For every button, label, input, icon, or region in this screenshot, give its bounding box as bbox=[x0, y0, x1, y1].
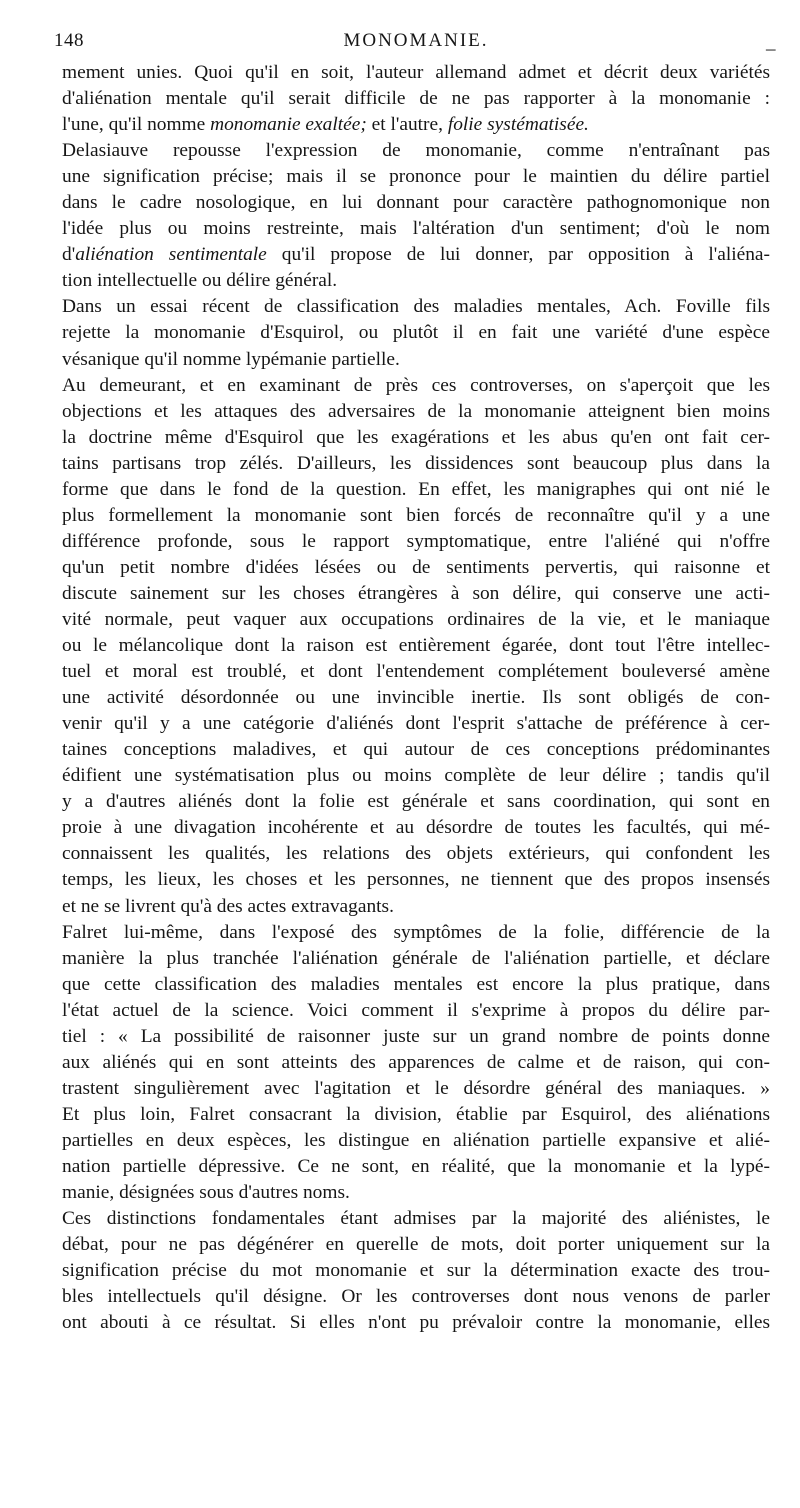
text-line: Dans un essai récent de classification des maladies mentales, Ach. Foville fils bbox=[62, 296, 770, 318]
text-line: édifient une systématisation plus ou moins complète de leur délire ; tandis qu'il bbox=[62, 765, 770, 787]
text-line: nation partielle dépressive. Ce ne sont, en réalité, que la monomanie et la lypé- bbox=[62, 1155, 770, 1177]
text-line: une signification précise; mais il se prononce pour le maintien du délire partiel bbox=[62, 166, 770, 188]
text-line: tion intellectuelle ou délire général. bbox=[62, 270, 338, 292]
running-head bbox=[54, 26, 776, 60]
running-head-mark: _ bbox=[766, 32, 776, 53]
text-line: différence profonde, sous le rapport symptomatique, entre l'aliéné qui n'offre bbox=[62, 530, 770, 552]
text-line: mement unies. Quoi qu'il en soit, l'auteur allemand admet et décrit deux variétés bbox=[62, 62, 770, 83]
paragraph bbox=[62, 60, 770, 138]
text-line: la doctrine même d'Esquirol que les exagérations et les abus qu'en ont fait cer- bbox=[62, 426, 770, 448]
running-title: MONOMANIE. bbox=[343, 30, 489, 51]
text-line: y a d'autres aliénés dont la folie est générale et sans coordination, qui sont en bbox=[62, 791, 770, 813]
text-line: Et plus loin, Falret consacrant la division, établie par Esquirol, des aliénations bbox=[62, 1103, 770, 1125]
book-page bbox=[54, 26, 776, 1336]
text-line: ont abouti à ce résultat. Si elles n'ont pu prévaloir contre la monomanie, elles bbox=[62, 1312, 770, 1334]
text-line: aux aliénés qui en sont atteints des apparences de calme et de raison, qui con- bbox=[62, 1051, 770, 1073]
text-line: taines conceptions maladives, et qui autour de ces conceptions prédominantes bbox=[62, 739, 770, 761]
text-line: vésanique qu'il nomme lypémanie partielle. bbox=[62, 348, 400, 370]
text-line: manie, désignées sous d'autres noms. bbox=[62, 1182, 350, 1204]
text-line: tains partisans trop zélés. D'ailleurs, les dissidences sont beaucoup plus dans la bbox=[62, 452, 770, 474]
text-line: débat, pour ne pas dégénérer en querelle de mots, doit porter uniquement sur la bbox=[62, 1234, 770, 1256]
paragraph bbox=[62, 138, 770, 294]
text-line: que cette classification des maladies mentales est encore la plus pratique, dans bbox=[62, 973, 770, 995]
page-number: 148 bbox=[54, 30, 84, 51]
text-line: d'aliénation mentale qu'il serait difficile de ne pas rapporter à la monomanie : bbox=[62, 88, 770, 110]
text-line: partielles en deux espèces, les distingue en aliénation partielle expansive et alié- bbox=[62, 1129, 770, 1151]
body-text bbox=[62, 60, 770, 1336]
text-line: signification précise du mot monomanie et sur la détermination exacte des trou- bbox=[62, 1260, 770, 1282]
paragraph bbox=[62, 294, 770, 372]
text-line: et ne se livrent qu'à des actes extravagants. bbox=[62, 895, 394, 917]
text-line: discute sainement sur les choses étrangères à son délire, qui conserve une acti- bbox=[62, 582, 770, 604]
text-line: rejette la monomanie d'Esquirol, ou plutôt il en fait une variété d'une espèce bbox=[62, 322, 770, 344]
text-line: dans le cadre nosologique, en lui donnant pour caractère pathognomonique non bbox=[62, 192, 770, 214]
text-line: objections et les attaques des adversaires de la monomanie atteignent bien moins bbox=[62, 400, 770, 422]
text-line: d'aliénation sentimentale qu'il propose de lui donner, par opposition à l'aliéna- bbox=[62, 244, 770, 266]
text-line: tiel : « La possibilité de raisonner juste sur un grand nombre de points donne bbox=[62, 1025, 770, 1047]
text-line: manière la plus tranchée l'aliénation générale de l'aliénation partielle, et déclare bbox=[62, 947, 770, 969]
text-line: Au demeurant, et en examinant de près ces controverses, on s'aperçoit que les bbox=[62, 374, 770, 396]
text-line: ou le mélancolique dont la raison est entièrement égarée, dont tout l'être intellec- bbox=[62, 635, 770, 657]
text-line: qu'un petit nombre d'idées lésées ou de sentiments pervertis, qui raisonne et bbox=[62, 556, 770, 578]
text-line: l'idée plus ou moins restreinte, mais l'altération d'un sentiment; d'où le nom bbox=[62, 218, 770, 240]
text-line: une activité désordonnée ou une invincible inertie. Ils sont obligés de con- bbox=[62, 687, 770, 709]
text-line: Falret lui-même, dans l'exposé des symptômes de la folie, différencie de la bbox=[62, 921, 770, 943]
text-line: l'état actuel de la science. Voici comment il s'exprime à propos du délire par- bbox=[62, 999, 770, 1021]
text-line: plus formellement la monomanie sont bien forcés de reconnaître qu'il y a une bbox=[62, 504, 770, 526]
paragraph bbox=[62, 373, 770, 920]
text-line: venir qu'il y a une catégorie d'aliénés dont l'esprit s'attache de préférence à cer- bbox=[62, 713, 770, 735]
text-line: connaissent les qualités, les relations des objets extérieurs, qui confondent les bbox=[62, 843, 770, 865]
text-line: proie à une divagation incohérente et au désordre de toutes les facultés, qui mé- bbox=[62, 817, 770, 839]
text-line: Ces distinctions fondamentales étant admises par la majorité des aliénistes, le bbox=[62, 1208, 770, 1230]
text-line: forme que dans le fond de la question. En effet, les manigraphes qui ont nié le bbox=[62, 478, 770, 500]
paragraph bbox=[62, 1206, 770, 1336]
text-line: Delasiauve repousse l'expression de monomanie, comme n'entraînant pas bbox=[62, 140, 770, 162]
text-line: tuel et moral est troublé, et dont l'entendement complétement bouleversé amène bbox=[62, 661, 770, 683]
text-line: l'une, qu'il nomme monomanie exaltée; et l'autre, folie systématisée. bbox=[62, 114, 589, 136]
paragraph bbox=[62, 920, 770, 1207]
text-line: bles intellectuels qu'il désigne. Or les controverses dont nous venons de parler bbox=[62, 1286, 770, 1308]
text-line: vité normale, peut vaquer aux occupations ordinaires de la vie, et le maniaque bbox=[62, 608, 770, 630]
text-line: temps, les lieux, les choses et les personnes, ne tiennent que des propos insensés bbox=[62, 869, 770, 891]
text-line: trastent singulièrement avec l'agitation et le désordre général des maniaques. » bbox=[62, 1077, 770, 1099]
